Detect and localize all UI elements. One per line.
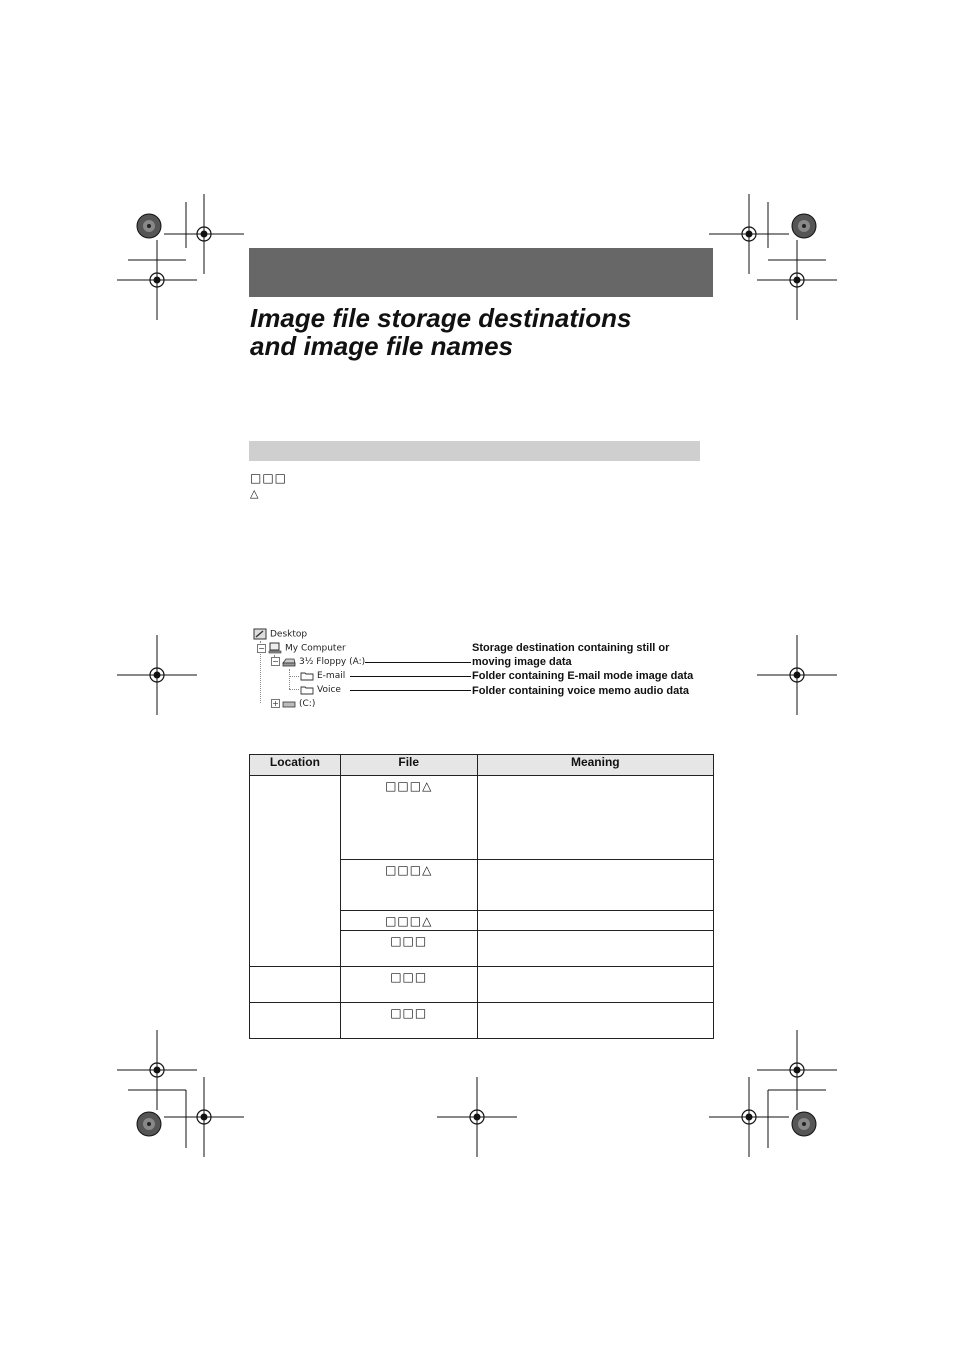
- crosshair-mark: [117, 240, 197, 320]
- starburst-mark: [792, 1112, 816, 1136]
- crosshair-mark: [757, 1030, 837, 1110]
- file-cell: □□□: [340, 967, 477, 1003]
- starburst-mark: [137, 214, 161, 238]
- tree-label-email: E-mail: [317, 671, 346, 681]
- callout-voice: Folder containing voice memo audio data: [472, 685, 689, 697]
- tree-label-floppy: 3½ Floppy (A:): [299, 657, 366, 667]
- crosshair-mark: [709, 194, 789, 274]
- callout-email: Folder containing E-mail mode image data: [472, 670, 694, 682]
- title-line-1: Image file storage destinations: [250, 303, 632, 333]
- collapse-toggle[interactable]: −: [258, 643, 265, 653]
- crosshair-mark: [164, 1077, 244, 1157]
- crosshair-mark: [757, 635, 837, 715]
- crosshair-mark: [709, 1077, 789, 1157]
- crosshair-mark: [117, 635, 197, 715]
- callout-storage-line-2: moving image data: [472, 656, 572, 668]
- header-file: File: [340, 755, 477, 776]
- file-cell: □□□: [340, 931, 477, 967]
- tree-label-my-computer: My Computer: [285, 643, 346, 654]
- file-cell: □□□△: [340, 860, 477, 911]
- crosshair-mark: [164, 194, 244, 274]
- placeholder-glyphs: □□□: [250, 471, 288, 485]
- collapse-toggle[interactable]: −: [272, 657, 279, 666]
- file-cell: □□□△: [340, 776, 477, 860]
- title-line-2: and image file names: [250, 331, 513, 361]
- expand-toggle[interactable]: +: [272, 699, 279, 708]
- file-cell: □□□: [340, 1003, 477, 1039]
- tree-label-voice: Voice: [317, 685, 341, 695]
- header-location: Location: [250, 755, 341, 776]
- tree-label-c-drive: (C:): [299, 699, 316, 709]
- file-cell: □□□△: [340, 911, 477, 931]
- header-meaning: Meaning: [477, 755, 713, 776]
- crosshair-mark: [117, 1030, 197, 1110]
- crosshair-mark: [757, 240, 837, 320]
- triangle-glyph: △: [250, 487, 260, 500]
- starburst-mark: [137, 1112, 161, 1136]
- callout-storage-line-1: Storage destination containing still or: [472, 642, 670, 654]
- crosshair-mark: [437, 1077, 517, 1157]
- starburst-mark: [792, 214, 816, 238]
- tree-label-desktop: Desktop: [270, 629, 308, 640]
